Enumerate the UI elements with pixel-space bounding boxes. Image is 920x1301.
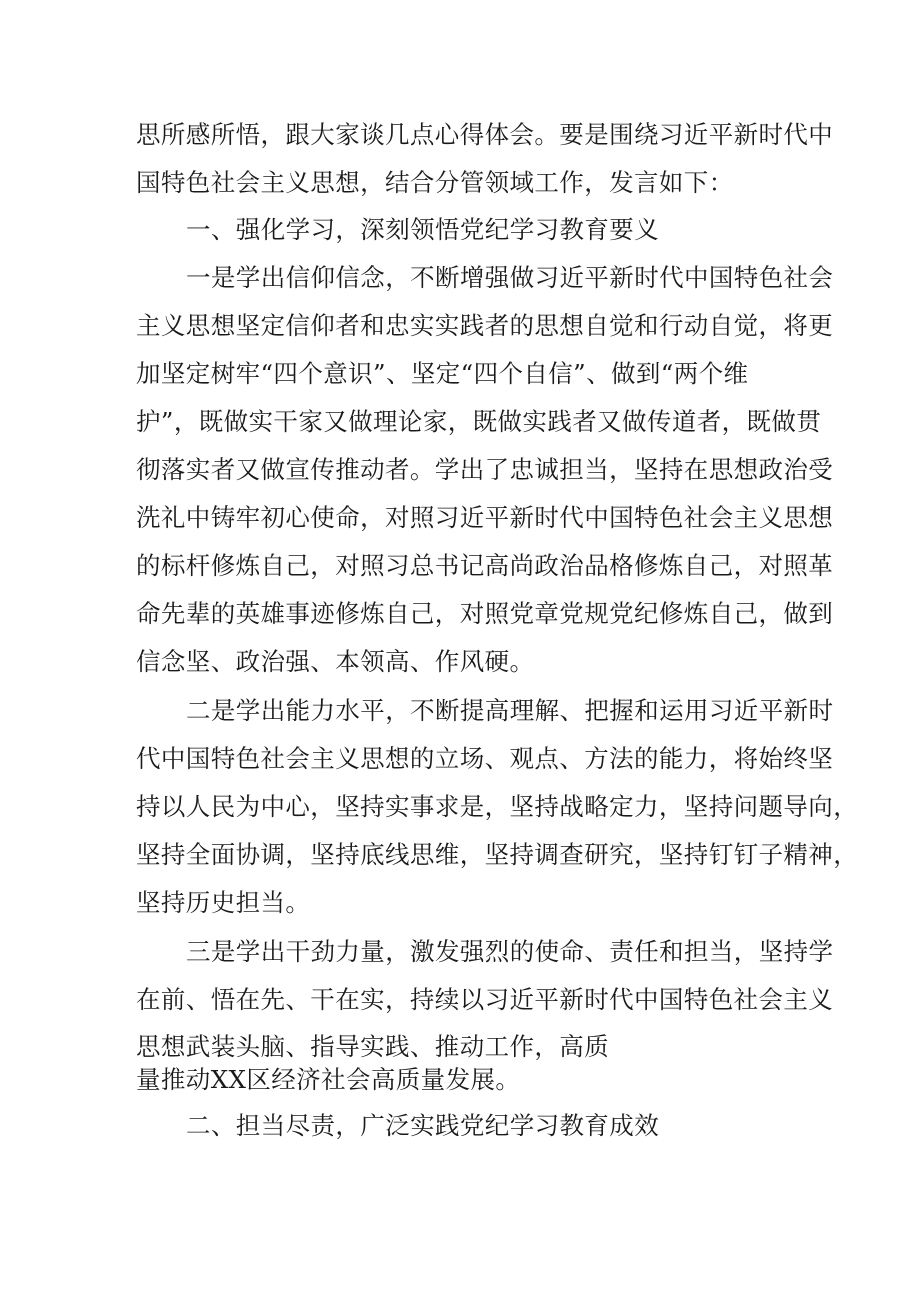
text-line: 思想武装头脑、指导实践、推动工作，高质 <box>136 1032 610 1061</box>
text-line: 护”，既做实干家又做理论家，既做实践者又做传道者，既做贯 <box>136 407 822 436</box>
text-line: 量推动XX区经济社会高质量发展。 <box>136 1065 521 1094</box>
text-line: 坚持历史担当。 <box>136 888 311 917</box>
text-line: 二是学出能力水平，不断提高理解、把握和运用习近平新时 <box>186 696 834 725</box>
section-heading: 二、担当尽责，广泛实践党纪学习教育成效 <box>186 1111 660 1140</box>
text-line: 三是学出干劲力量，激发强烈的使命、责任和担当，坚持学 <box>186 937 834 966</box>
text-line: 思所感所悟，跟大家谈几点心得体会。要是围绕习近平新时代中 <box>136 120 834 149</box>
text-line: 彻落实者又做宣传推动者。学出了忠诚担当，坚持在思想政治受 <box>136 455 834 484</box>
text-line: 信念坚、政治强、本领高、作风硬。 <box>136 647 535 676</box>
text-line: 洗礼中铸牢初心使命，对照习近平新时代中国特色社会主义思想 <box>136 503 834 532</box>
section-heading: 一、强化学习，深刻领悟党纪学习教育要义 <box>186 215 660 244</box>
text-line: 代中国特色社会主义思想的立场、观点、方法的能力，将始终坚 <box>136 744 834 773</box>
text-line: 的标杆修炼自己，对照习总书记高尚政治品格修炼自己，对照革 <box>136 551 834 580</box>
text-line: 持以人民为中心，坚持实事求是，坚持战略定力，坚持问题导向， <box>136 792 859 821</box>
text-line: 主义思想坚定信仰者和忠实实践者的思想自觉和行动自觉，将更 <box>136 311 834 340</box>
text-line: 在前、悟在先、干在实，持续以习近平新时代中国特色社会主义 <box>136 985 834 1014</box>
text-line: 命先辈的英雄事迹修炼自己，对照党章党规党纪修炼自己，做到 <box>136 599 834 628</box>
text-line: 加坚定树牢“四个意识”、坚定“四个自信”、做到“两个维 <box>136 359 749 388</box>
text-line: 坚持全面协调，坚持底线思维，坚持调查研究，坚持钉钉子精神， <box>136 840 859 869</box>
text-line: 国特色社会主义思想，结合分管领域工作，发言如下： <box>136 168 734 197</box>
text-line: 一是学出信仰信念，不断增强做习近平新时代中国特色社会 <box>186 263 834 292</box>
